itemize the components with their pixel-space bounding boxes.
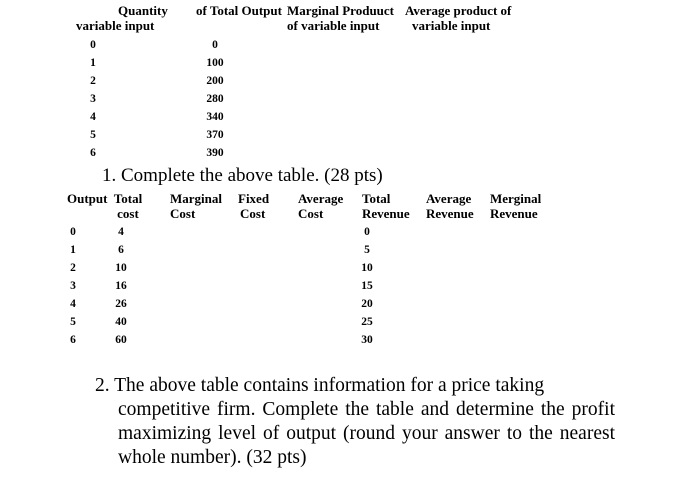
output-cell: 3 [70, 280, 76, 292]
average-product-header-line1: Average product of [405, 3, 512, 18]
quantity-header-line1: Quantity [118, 3, 168, 18]
total-cost-header-line1: Total [113, 191, 143, 206]
total-cost-cell: 26 [115, 298, 127, 310]
output-cell: 4 [70, 298, 76, 310]
total-cost-cell: 40 [115, 316, 127, 328]
total-output-cell: 0 [212, 39, 218, 51]
total-revenue-cell: 15 [361, 280, 373, 292]
question-2-line1: 2. The above table contains information for a price taking [95, 375, 545, 396]
total-revenue-header-line1: Total [362, 191, 391, 206]
total-output-header: of Total Output [196, 3, 282, 18]
total-output-cell: 370 [206, 129, 224, 141]
question-2 [95, 374, 615, 470]
output-cell: 6 [70, 334, 76, 346]
total-cost-cell: 4 [118, 226, 124, 238]
fixed-cost-header-line1: Fixed [238, 191, 270, 206]
total-output-cell: 100 [206, 57, 224, 69]
question-2-rest: competitive firm. Complete the table and determine the profit maximizing level of output (round your answer to the nearest whole number). (32 pts) [118, 399, 615, 468]
marginal-product-header-line2: of variable input [287, 18, 380, 33]
quantity-cell: 6 [90, 147, 96, 159]
total-cost-cell: 10 [115, 262, 127, 274]
average-cost-header-line2: Cost [298, 206, 324, 221]
average-revenue-header-line1: Average [426, 191, 472, 206]
total-revenue-cell: 20 [361, 298, 373, 310]
quantity-header-line2: variable input [76, 18, 155, 33]
total-cost-cell: 60 [115, 334, 127, 346]
marginal-revenue-header-line1: Merginal [490, 191, 542, 206]
total-output-cell: 340 [206, 111, 224, 123]
marginal-revenue-header-line2: Revenue [490, 206, 538, 221]
average-revenue-header-line2: Revenue [426, 206, 474, 221]
output-header: Output [67, 191, 108, 206]
quantity-cell: 5 [90, 129, 96, 141]
total-cost-header-line2: cost [117, 206, 139, 221]
marginal-cost-header-line2: Cost [170, 206, 196, 221]
fixed-cost-header-line2: Cost [240, 206, 266, 221]
output-cell: 0 [70, 226, 76, 238]
output-cell: 2 [70, 262, 76, 274]
total-revenue-cell: 0 [364, 226, 370, 238]
total-revenue-cell: 30 [361, 334, 373, 346]
marginal-product-header-line1: Marginal Produuct [287, 3, 395, 18]
total-revenue-header-line2: Revenue [362, 206, 410, 221]
quantity-cell: 1 [90, 57, 96, 69]
marginal-cost-header-line1: Marginal [170, 191, 222, 206]
total-output-cell: 280 [206, 93, 224, 105]
total-revenue-cell: 25 [361, 316, 373, 328]
quantity-cell: 2 [90, 75, 96, 87]
total-output-cell: 390 [206, 147, 224, 159]
output-cell: 1 [70, 244, 76, 256]
output-cell: 5 [70, 316, 76, 328]
total-revenue-cell: 5 [364, 244, 370, 256]
quantity-cell: 0 [90, 39, 96, 51]
total-revenue-cell: 10 [361, 262, 373, 274]
total-output-cell: 200 [206, 75, 224, 87]
total-cost-cell: 16 [115, 280, 127, 292]
average-product-header-line2: variable input [412, 18, 491, 33]
quantity-cell: 3 [90, 93, 96, 105]
quantity-cell: 4 [90, 111, 96, 123]
question-1: 1. Complete the above table. (28 pts) [102, 165, 383, 186]
total-cost-cell: 6 [118, 244, 124, 256]
average-cost-header-line1: Average [298, 191, 344, 206]
